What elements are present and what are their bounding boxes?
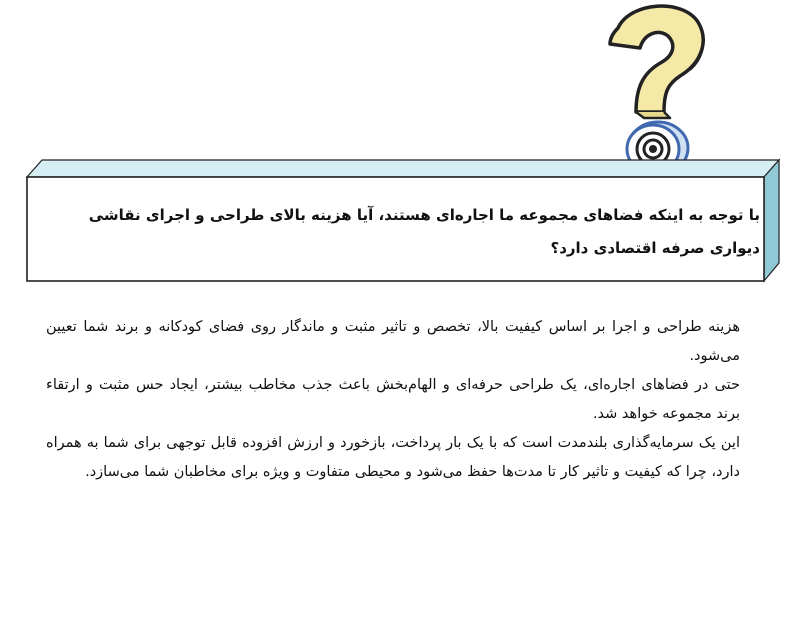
question-text: با توجه به اینکه فضاهای مجموعه ما اجاره‌ای هستند، آیا هزینه بالای طراحی و اجرای نقاشی دیواری صرفه اقتصادی دارد؟ (88, 206, 760, 257)
question-mark-shape (610, 6, 703, 112)
question-mark-illustration (600, 0, 710, 178)
question-box (24, 157, 782, 285)
answer-paragraph: هزینه طراحی و اجرا بر اساس کیفیت بالا، تخصص و تاثیر مثبت و ماندگار روی فضای کودکانه و برند شما تعیین می‌شود. (46, 319, 740, 364)
answer-text (46, 313, 740, 487)
answer-paragraph: این یک سرمایه‌گذاری بلندمدت است که با یک بار پرداخت، بازخورد و ارزش افزوده قابل توجهی برای شما به همراه دارد، چرا که کیفیت و تاثیر کار تا مدت‌ها حفظ می‌شود و محیطی متفاوت و ویژه برای مخاطبان شما می‌سازد. (46, 435, 740, 480)
answer-paragraph: حتی در فضاهای اجاره‌ای، یک طراحی حرفه‌ای و الهام‌بخش باعث جذب مخاطب بیشتر، ایجاد حس مثبت و ارتقاء برند مجموعه خواهد شد. (46, 377, 740, 422)
